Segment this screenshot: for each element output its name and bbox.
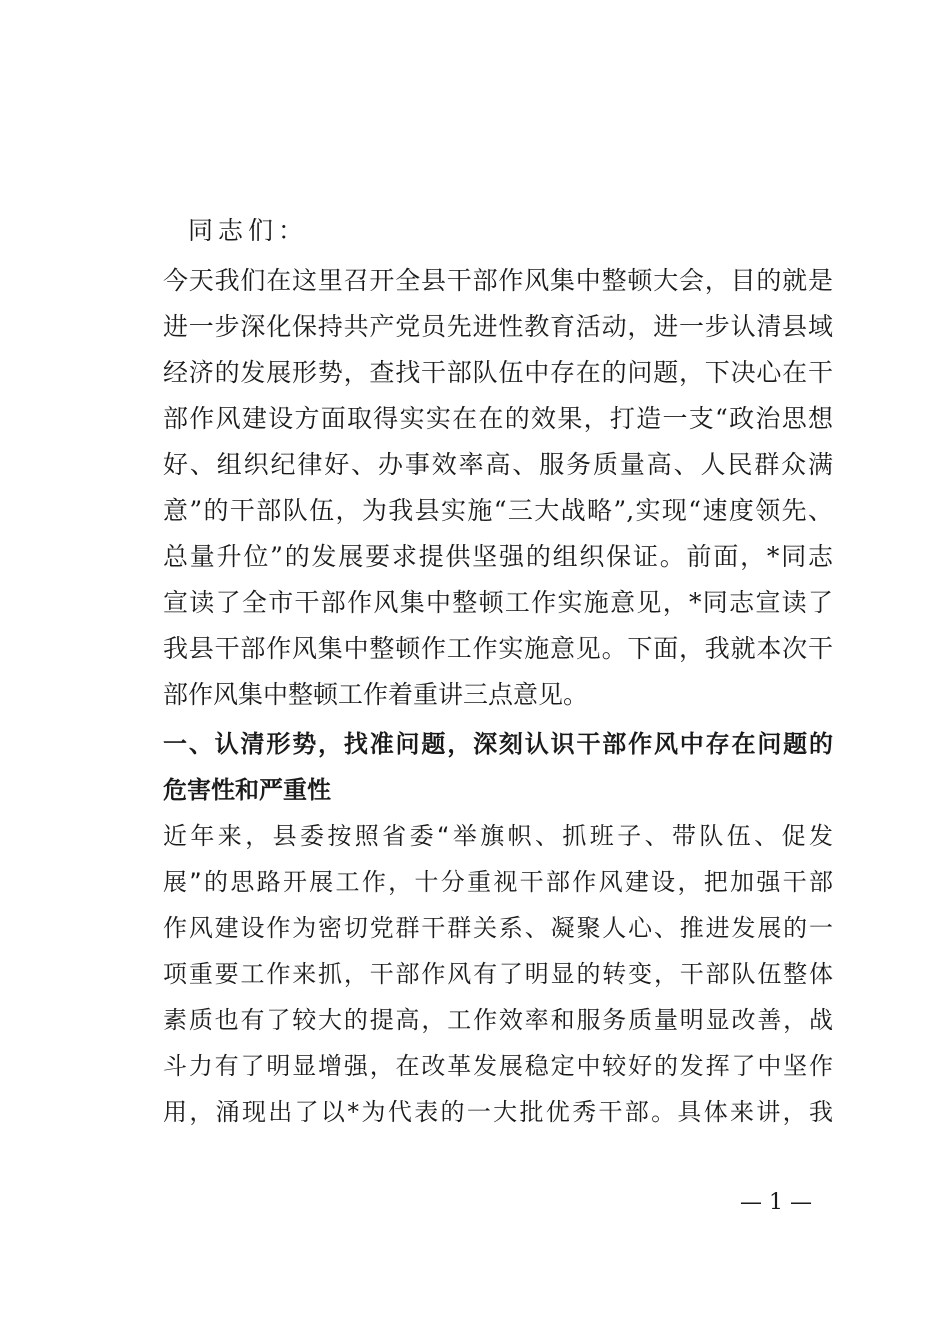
text-line: 进一步深化保持共产党员先进性教育活动，进一步认清县域: [163, 312, 833, 341]
text-line: 意”的干部队伍，为我县实施“三大战略”,实现“速度领先、: [163, 496, 833, 525]
text-line: 今天我们在这里召开全县干部作风集中整顿大会，目的就是: [163, 266, 833, 295]
page-number: — 1 —: [740, 1190, 812, 1215]
text-line: 作风建设作为密切党群干群关系、凝聚人心、推进发展的一: [163, 914, 833, 942]
body-paragraph: [163, 813, 833, 1135]
section-heading: [163, 721, 833, 813]
text-line: 好、组织纪律好、办事效率高、服务质量高、人民群众满: [163, 450, 833, 479]
text-line: 斗力有了明显增强，在改革发展稳定中较好的发挥了中坚作: [163, 1052, 833, 1080]
text-line: 部作风建设方面取得实实在在的效果，打造一支“政治思想: [163, 404, 833, 433]
heading-line: 危害性和严重性: [163, 776, 331, 804]
text-line: 总量升位”的发展要求提供坚强的组织保证。前面，*同志: [163, 542, 833, 571]
text-line: 近年来，县委按照省委“举旗帜、抓班子、带队伍、促发: [163, 822, 833, 850]
text-line: 经济的发展形势，查找干部队伍中存在的问题，下决心在干: [163, 358, 833, 387]
text-line: 部作风集中整顿工作着重讲三点意见。: [163, 680, 589, 709]
text-line: 项重要工作来抓，干部作风有了明显的转变，干部队伍整体: [163, 960, 833, 988]
salutation: 同志们：: [188, 216, 309, 245]
intro-paragraph: [163, 258, 833, 718]
text-line: 我县干部作风集中整顿作工作实施意见。下面，我就本次干: [163, 634, 833, 663]
text-line: 宣读了全市干部作风集中整顿工作实施意见，*同志宣读了: [163, 588, 833, 617]
text-line: 展”的思路开展工作，十分重视干部作风建设，把加强干部: [163, 868, 833, 896]
heading-line: 一、认清形势，找准问题，深刻认识干部作风中存在问题的: [163, 730, 833, 758]
text-line: 用，涌现出了以*为代表的一大批优秀干部。具体来讲，我: [163, 1098, 833, 1126]
text-line: 素质也有了较大的提高，工作效率和服务质量明显改善，战: [163, 1006, 833, 1034]
